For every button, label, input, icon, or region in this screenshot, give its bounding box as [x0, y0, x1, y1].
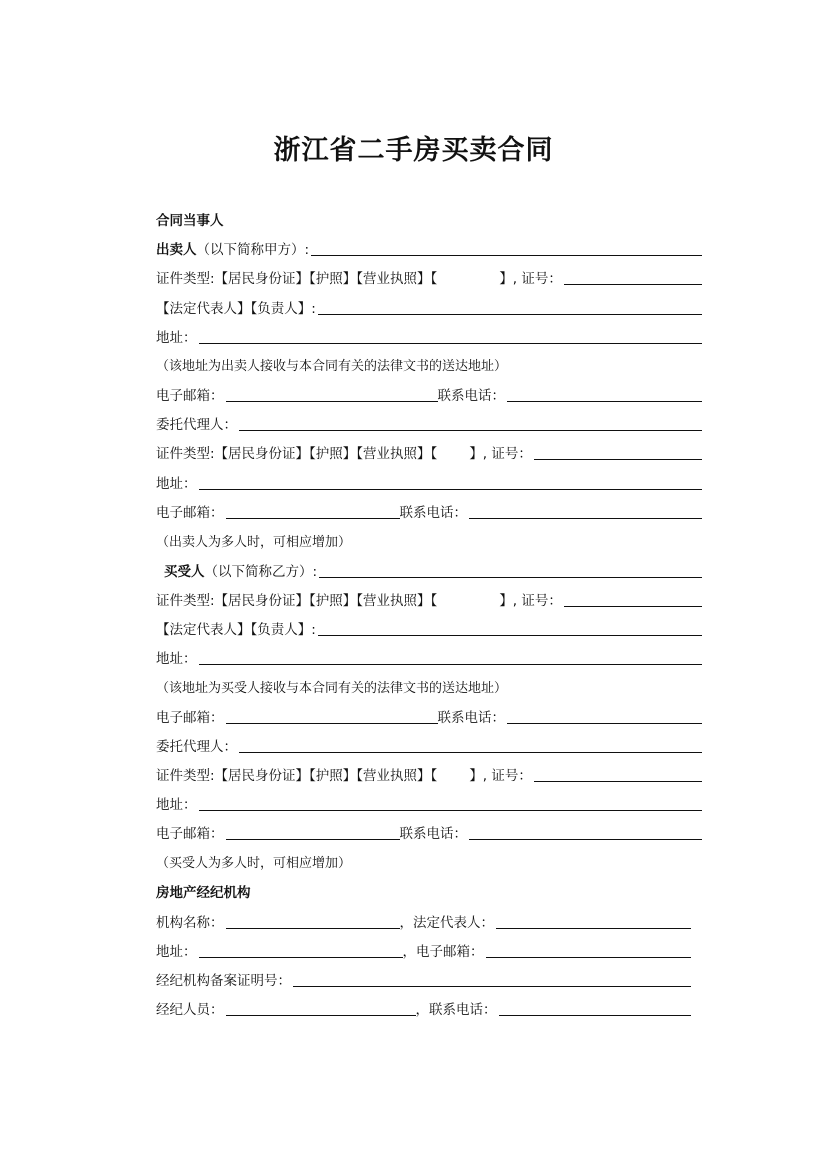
seller-agent-field[interactable]: [239, 430, 702, 431]
seller-agent-row: [156, 411, 702, 433]
agency-broker-label: 经纪人员：: [156, 1002, 224, 1018]
buyer-address-row: [156, 645, 702, 667]
buyer-agent-id-type-label: 证件类型:【居民身份证】【护照】【营业执照】【: [156, 768, 438, 784]
seller-agent-id-row: [156, 440, 702, 462]
seller-contact-row: [156, 382, 702, 404]
seller-name-field[interactable]: [311, 255, 702, 256]
buyer-id-row: [156, 587, 702, 609]
buyer-id-number-label: 】, 证号：: [499, 593, 562, 609]
seller-agent-email-label: 电子邮箱：: [156, 505, 224, 521]
buyer-legal-rep-label: 【法定代表人】【负责人】:: [156, 622, 316, 638]
seller-multi-note: （出卖人为多人时，可相应增加）: [156, 535, 352, 550]
seller-email-field[interactable]: [226, 401, 438, 402]
buyer-agent-label: 委托代理人：: [156, 739, 237, 755]
seller-agent-id-number-label: 】, 证号：: [469, 446, 532, 462]
seller-id-number-field[interactable]: [564, 284, 702, 285]
seller-note: （以下简称甲方）:: [196, 242, 310, 258]
buyer-agent-email-label: 电子邮箱：: [156, 826, 224, 842]
seller-id-type-label: 证件类型:【居民身份证】【护照】【营业执照】【: [156, 271, 438, 287]
seller-agent-id-type-label: 证件类型:【居民身份证】【护照】【营业执照】【: [156, 446, 438, 462]
seller-agent-address-field[interactable]: [199, 489, 703, 490]
agency-name-row: [156, 909, 691, 931]
buyer-phone-field[interactable]: [507, 723, 702, 724]
buyer-note: （以下简称乙方）:: [204, 564, 318, 580]
agency-legal-rep-field[interactable]: [496, 928, 691, 929]
buyer-name-row: [156, 558, 702, 580]
parties-heading: 合同当事人: [156, 213, 224, 229]
agency-record-label: 经纪机构备案证明号：: [156, 973, 291, 989]
seller-agent-label: 委托代理人：: [156, 417, 237, 433]
buyer-phone-label: 联系电话：: [437, 710, 505, 726]
buyer-label: 买受人: [164, 564, 205, 580]
buyer-email-label: 电子邮箱：: [156, 710, 224, 726]
buyer-legal-rep-field[interactable]: [318, 635, 702, 636]
seller-id-row: [156, 265, 702, 287]
seller-address-row: [156, 324, 702, 346]
buyer-id-type-label: 证件类型:【居民身份证】【护照】【营业执照】【: [156, 593, 438, 609]
agency-name-label: 机构名称：: [156, 915, 224, 931]
buyer-name-field[interactable]: [319, 577, 702, 578]
seller-agent-id-number-field[interactable]: [534, 459, 702, 460]
buyer-multi-note: （买受人为多人时，可相应增加）: [156, 856, 352, 871]
seller-name-row: [156, 236, 702, 258]
buyer-id-number-field[interactable]: [564, 606, 702, 607]
buyer-legal-rep-row: [156, 616, 702, 638]
agency-address-row: [156, 938, 691, 960]
buyer-agent-address-row: [156, 791, 702, 813]
buyer-agent-phone-label: 联系电话：: [399, 826, 467, 842]
agency-address-field[interactable]: [199, 957, 403, 958]
agency-record-row: [156, 967, 691, 989]
buyer-agent-id-number-label: 】, 证号：: [469, 768, 532, 784]
seller-agent-contact-row: [156, 499, 702, 521]
buyer-agent-field[interactable]: [239, 752, 702, 753]
agency-broker-field[interactable]: [226, 1015, 416, 1016]
seller-agent-phone-field[interactable]: [469, 518, 702, 519]
buyer-agent-id-row: [156, 762, 702, 784]
buyer-agent-email-field[interactable]: [226, 839, 400, 840]
seller-legal-rep-field[interactable]: [318, 314, 702, 315]
seller-agent-email-field[interactable]: [226, 518, 400, 519]
agency-heading: 房地产经纪机构: [156, 885, 251, 901]
seller-agent-phone-label: 联系电话：: [399, 505, 467, 521]
agency-broker-row: [156, 996, 691, 1018]
document-title: 浙江省二手房买卖合同: [273, 135, 554, 166]
seller-address-note: （该地址为出卖人接收与本合同有关的法律文书的送达地址）: [156, 359, 508, 374]
buyer-address-field[interactable]: [199, 664, 703, 665]
seller-legal-rep-label: 【法定代表人】【负责人】:: [156, 301, 316, 317]
agency-email-field[interactable]: [486, 957, 692, 958]
agency-broker-phone-label: ，联系电话：: [415, 1002, 497, 1018]
seller-phone-field[interactable]: [507, 401, 702, 402]
seller-label: 出卖人: [156, 242, 197, 258]
seller-address-label: 地址：: [156, 330, 197, 346]
buyer-address-label: 地址：: [156, 651, 197, 667]
agency-record-field[interactable]: [293, 986, 691, 987]
seller-legal-rep-row: [156, 295, 702, 317]
buyer-contact-row: [156, 704, 702, 726]
buyer-agent-address-field[interactable]: [199, 810, 703, 811]
agency-email-label: ，电子邮箱：: [402, 944, 484, 960]
agency-broker-phone-field[interactable]: [499, 1015, 692, 1016]
buyer-agent-address-label: 地址：: [156, 797, 197, 813]
seller-agent-address-row: [156, 470, 702, 492]
buyer-address-note: （该地址为买受人接收与本合同有关的法律文书的送达地址）: [156, 681, 508, 696]
seller-phone-label: 联系电话：: [437, 388, 505, 404]
seller-address-field[interactable]: [199, 343, 703, 344]
agency-name-field[interactable]: [226, 928, 400, 929]
seller-id-number-label: 】, 证号：: [499, 271, 562, 287]
seller-agent-address-label: 地址：: [156, 476, 197, 492]
agency-legal-rep-label: ，法定代表人：: [399, 915, 494, 931]
buyer-email-field[interactable]: [226, 723, 438, 724]
buyer-agent-row: [156, 733, 702, 755]
buyer-agent-id-number-field[interactable]: [534, 781, 702, 782]
agency-address-label: 地址：: [156, 944, 197, 960]
buyer-agent-phone-field[interactable]: [469, 839, 702, 840]
buyer-agent-contact-row: [156, 820, 702, 842]
seller-email-label: 电子邮箱：: [156, 388, 224, 404]
